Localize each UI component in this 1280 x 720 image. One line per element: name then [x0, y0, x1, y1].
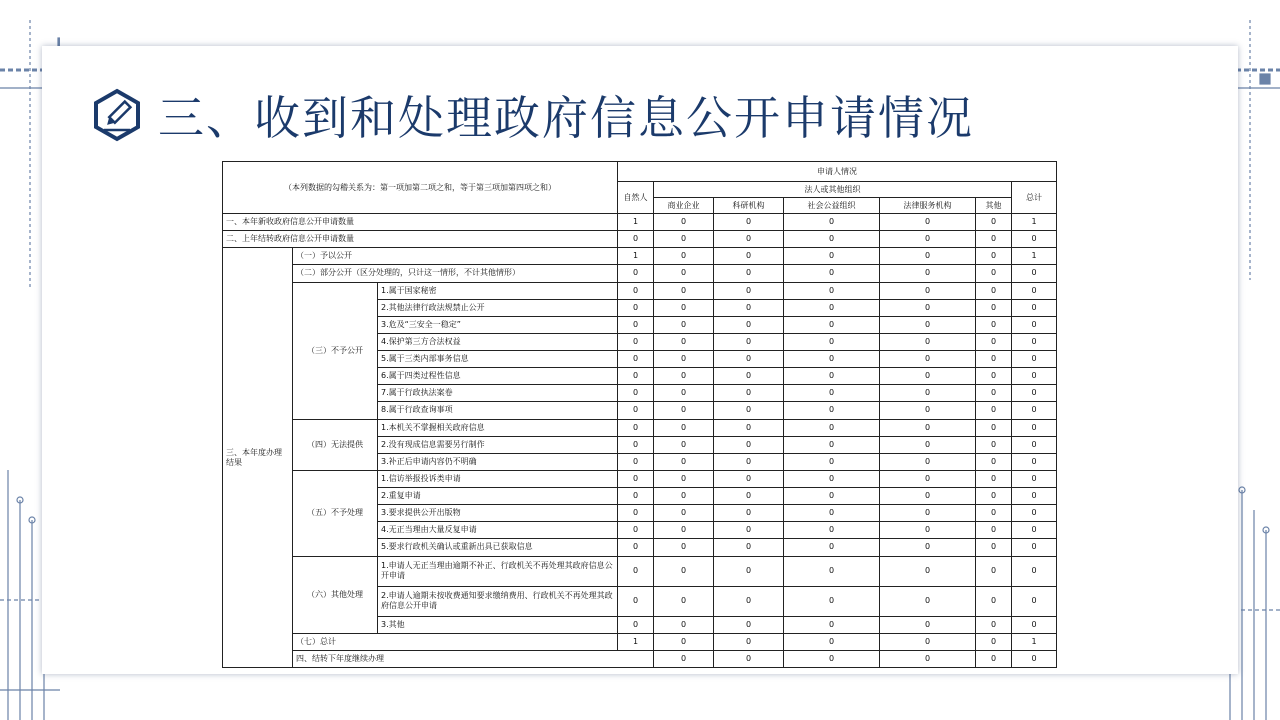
header-sub: 商业企业	[654, 198, 714, 214]
table-row: 2.申请人逾期未按收费通知要求缴纳费用、行政机关不再处理其政府信息公开申请 0 0 0 0 0 0 0	[223, 586, 1057, 616]
header-sub: 科研机构	[714, 198, 784, 214]
table-row: 3.要求提供公开出版物 0 0 0 0 0 0 0	[223, 505, 1057, 522]
header-sub: 社会公益组织	[784, 198, 880, 214]
group-label: （三）不予公开	[293, 282, 378, 419]
table-row: 8.属于行政查询事项 0 0 0 0 0 0 0	[223, 402, 1057, 419]
header-applicant: 申请人情况	[618, 162, 1057, 182]
table-row: （二）部分公开（区分处理的，只计这一情形，不计其他情形） 0 0 0 0 0 0 0	[223, 265, 1057, 282]
disclosure-table	[222, 161, 1057, 668]
header-sub: 法律服务机构	[880, 198, 976, 214]
table-row: 3.其他 0 0 0 0 0 0 0	[223, 616, 1057, 633]
header-natural-person: 自然人	[618, 182, 654, 214]
table-row: 三、本年度办理结果 （一）予以公开 1 0 0 0 0 0 1	[223, 248, 1057, 265]
table-note: （本列数据的勾稽关系为：第一项加第二项之和，等于第三项加第四项之和）	[223, 162, 618, 214]
table-row: 7.属于行政执法案卷 0 0 0 0 0 0 0	[223, 385, 1057, 402]
table-row: （三）不予公开 1.属于国家秘密 0 0 0 0 0 0 0	[223, 282, 1057, 299]
table-row: 二、上年结转政府信息公开申请数量 0 0 0 0 0 0 0	[223, 231, 1057, 248]
table-row: 2.重复申请 0 0 0 0 0 0 0	[223, 488, 1057, 505]
group-label: （六）其他处理	[293, 556, 378, 633]
table-row: 2.没有现成信息需要另行制作 0 0 0 0 0 0 0	[223, 436, 1057, 453]
table-row: （七）总计 1 0 0 0 0 0 1	[223, 633, 1057, 650]
table-row: （六）其他处理 1.申请人无正当理由逾期不补正、行政机关不再处理其政府信息公开申请 0 0 0 0 0 0 0	[223, 556, 1057, 586]
table-row: 5.要求行政机关确认或重新出具已获取信息 0 0 0 0 0 0 0	[223, 539, 1057, 556]
table-row: 4.保护第三方合法权益 0 0 0 0 0 0 0	[223, 333, 1057, 350]
header-sub: 其他	[976, 198, 1012, 214]
group-label: （五）不予处理	[293, 470, 378, 556]
title-area	[90, 80, 974, 150]
table-row: 2.其他法律行政法规禁止公开 0 0 0 0 0 0 0	[223, 299, 1057, 316]
table-row: 3.补正后申请内容仍不明确 0 0 0 0 0 0 0	[223, 453, 1057, 470]
header-total: 总计	[1012, 182, 1057, 214]
table-row: （四）无法提供 1.本机关不掌握相关政府信息 0 0 0 0 0 0 0	[223, 419, 1057, 436]
table-row: 四、结转下年度继续办理 0 0 0 0 0 0	[223, 650, 1057, 667]
table-row: 5.属于三类内部事务信息 0 0 0 0 0 0 0	[223, 351, 1057, 368]
table-row: 一、本年新收政府信息公开申请数量 1 0 0 0 0 0 1	[223, 214, 1057, 231]
group-label: （四）无法提供	[293, 419, 378, 470]
pencil-hexagon-icon	[90, 88, 144, 142]
table-row: 3.危及“三安全一稳定” 0 0 0 0 0 0 0	[223, 316, 1057, 333]
page-title: 三、收到和处理政府信息公开申请情况	[158, 91, 974, 145]
section-three-label: 三、本年度办理结果	[223, 248, 293, 668]
disclosure-table-wrap	[222, 161, 1056, 668]
table-row: 4.无正当理由大量反复申请 0 0 0 0 0 0 0	[223, 522, 1057, 539]
header-legal-entity: 法人或其他组织	[654, 182, 1012, 198]
table-row: （五）不予处理 1.信访举报投诉类申请 0 0 0 0 0 0 0	[223, 470, 1057, 487]
table-row: 6.属于四类过程性信息 0 0 0 0 0 0 0	[223, 368, 1057, 385]
